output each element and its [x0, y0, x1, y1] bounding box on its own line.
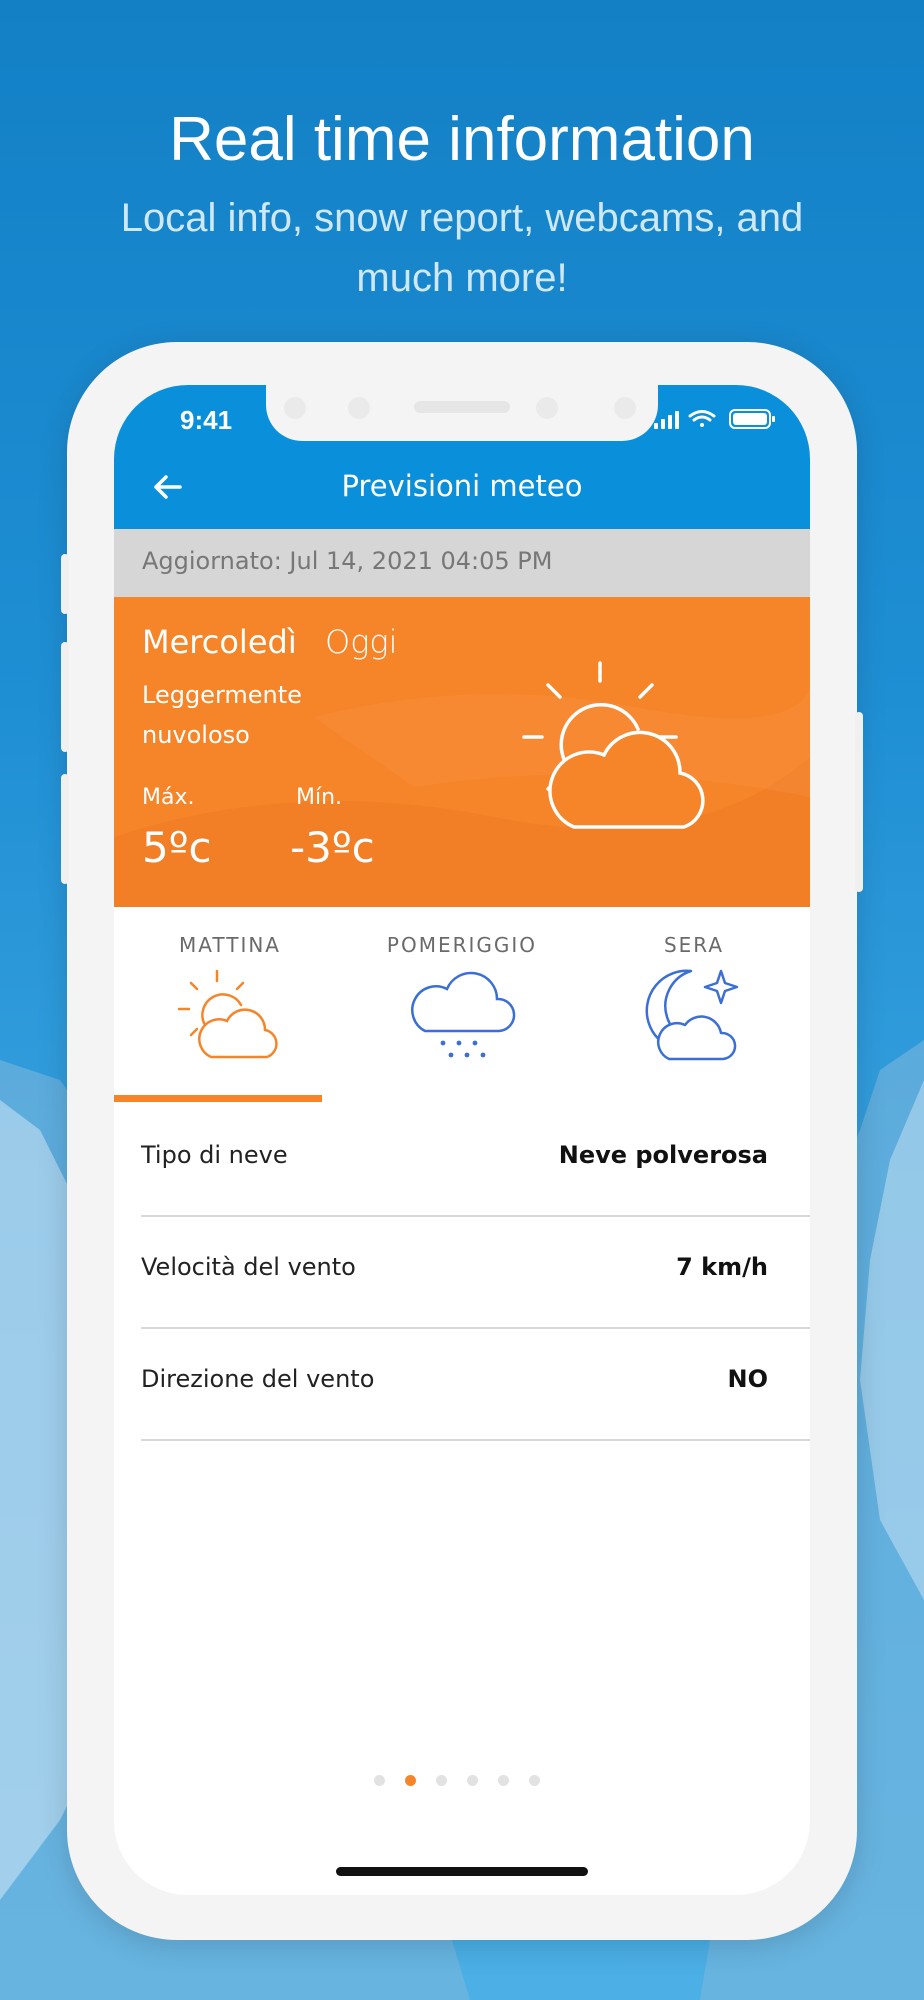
signal-icon: [654, 411, 679, 429]
period-tabs: [114, 907, 810, 1103]
page-dot[interactable]: [467, 1775, 478, 1786]
detail-key: Direzione del vento: [141, 1365, 375, 1393]
page-title: Previsioni meteo: [341, 469, 583, 503]
today-label: Oggi: [325, 623, 398, 661]
tab-label: POMERIGGIO: [386, 933, 538, 957]
active-tab-indicator: [114, 1095, 322, 1102]
updated-bar: [114, 529, 810, 597]
snow-cloud-icon: [407, 967, 517, 1063]
condition-text: Leggermente nuvoloso: [142, 681, 302, 749]
promo-title: Real time information: [169, 105, 755, 174]
detail-row-snow-type: [141, 1103, 810, 1217]
today-forecast-card: [114, 597, 810, 907]
page-dot[interactable]: [374, 1775, 385, 1786]
detail-row-wind-direction: [141, 1327, 810, 1441]
phone-volume-down: [61, 774, 69, 884]
max-temp-label: Máx.: [142, 785, 195, 810]
partly-cloudy-icon: [175, 967, 285, 1063]
tab-label: MATTINA: [178, 933, 281, 957]
updated-text: Aggiornato: Jul 14, 2021 04:05 PM: [142, 547, 553, 575]
tab-pomeriggio[interactable]: [346, 907, 578, 1103]
night-cloudy-icon: [639, 967, 749, 1063]
page-dot[interactable]: [498, 1775, 509, 1786]
day-name: Mercoledì: [142, 623, 297, 661]
tab-sera[interactable]: [578, 907, 810, 1103]
tab-label: SERA: [663, 933, 725, 957]
detail-key: Velocità del vento: [141, 1253, 356, 1281]
promo-subtitle: Local info, snow report, webcams, and much more!: [120, 196, 804, 300]
detail-key: Tipo di neve: [141, 1141, 288, 1169]
min-temp-value: -3ºc: [290, 823, 375, 872]
app-header: [114, 385, 810, 529]
phone-silent-switch: [61, 554, 69, 614]
status-time: 9:41: [180, 405, 233, 435]
status-icons: [654, 407, 786, 431]
partly-cloudy-icon: [508, 659, 708, 839]
wifi-icon: [690, 412, 714, 428]
detail-value: Neve polverosa: [558, 1141, 768, 1169]
detail-value: NO: [727, 1365, 768, 1393]
phone-notch: [266, 385, 658, 441]
min-temp-label: Mín.: [296, 785, 343, 810]
phone-volume-up: [61, 642, 69, 752]
page-dot-active[interactable]: [405, 1775, 416, 1786]
tab-mattina[interactable]: [114, 907, 346, 1103]
home-indicator[interactable]: [336, 1867, 588, 1876]
phone-frame: [67, 342, 857, 1940]
page-indicator[interactable]: [374, 1771, 560, 1790]
phone-power-button: [855, 712, 863, 892]
page-dot[interactable]: [529, 1775, 540, 1786]
page-dot[interactable]: [436, 1775, 447, 1786]
detail-value: 7 km/h: [676, 1253, 768, 1281]
max-temp-value: 5ºc: [142, 823, 212, 872]
app-screen: [114, 385, 810, 1895]
battery-icon: [730, 410, 775, 428]
detail-row-wind-speed: [141, 1215, 810, 1329]
